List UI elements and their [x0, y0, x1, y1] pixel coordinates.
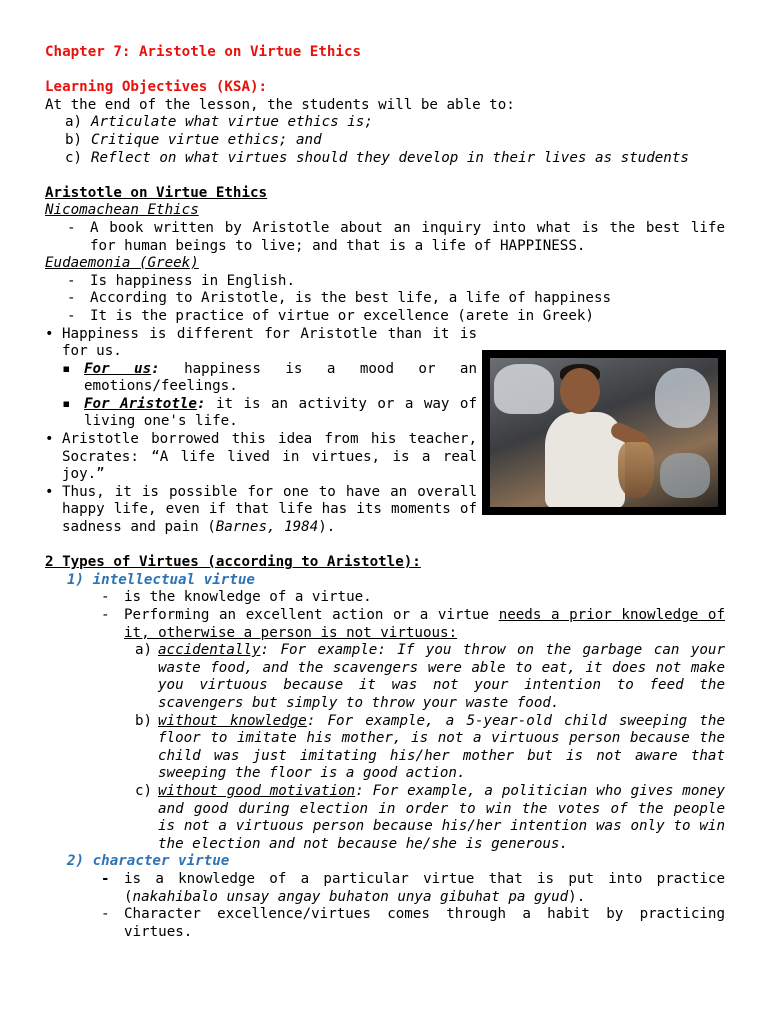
types-heading: 2 Types of Virtues (according to Aristotle):	[45, 554, 421, 571]
dash-item: - is a knowledge of a particular virtue that is put into practice (nakahibalo unsay angay buhaton unya gibuhat pa gyud).	[101, 870, 725, 905]
virtue-type-character: 2) character virtue	[67, 853, 230, 870]
section-heading: Aristotle on Virtue Ethics	[45, 184, 268, 201]
scavenger-photo	[482, 350, 726, 515]
objective-item: b) Critique virtue ethics; and	[65, 131, 322, 148]
objective-item: a) Articulate what virtue ethics is;	[65, 114, 373, 131]
dash-item: - Performing an excellent action or a virtue needs a prior knowledge of it, otherwise a person is not virtuous:	[101, 607, 725, 641]
dash-item: - According to Aristotle, is the best life, a life of happiness	[67, 290, 612, 307]
dash-item: - A book written by Aristotle about an inquiry into what is the best life for human beings to live; and that is a life of HAPPINESS.	[67, 219, 725, 254]
objective-item: c) Reflect on what virtues should they develop in their lives as students	[65, 149, 689, 166]
case-item: c) without good motivation: For example, a politician who gives money and good during election in order to win the votes of the people is not a virtuous person because his/her intention was only to win the election and not because he/she is generous.	[135, 782, 725, 852]
term-eudaemonia: Eudaemonia (Greek)	[45, 255, 199, 272]
bullet-column	[45, 326, 477, 537]
dash-item: - It is the practice of virtue or excellence (arete in Greek)	[67, 307, 594, 324]
chapter-title: Chapter 7: Aristotle on Virtue Ethics	[45, 44, 362, 60]
bullet-item: • Aristotle borrowed this idea from his teacher, Socrates: “A life lived in virtues, is a real joy.”	[45, 431, 477, 483]
sub-bullet-item: ▪ For Aristotle: it is an activity or a way of living one's life.	[62, 395, 477, 430]
term-nicomachean: Nicomachean Ethics	[45, 202, 199, 219]
dash-item: - is the knowledge of a virtue.	[101, 589, 372, 606]
objectives-heading: Learning Objectives (KSA):	[45, 79, 268, 96]
case-item: b) without knowledge: For example, a 5-year-old child sweeping the floor to imitate his mother, is not a virtuous person because the child was just imitating his/her mother but is not aware that sweeping the floor is a good action.	[135, 712, 725, 782]
sub-bullet-item: ▪ For us: happiness is a mood or an emotions/feelings.	[62, 360, 477, 395]
case-item: a) accidentally: For example: If you throw on the garbage can your waste food, and the scavengers were able to eat, it does not make you virtuous because it was not your intention to feed the scavengers but simply to throw your waste food.	[135, 642, 725, 711]
dash-item: - Is happiness in English.	[67, 272, 295, 289]
bullet-item: • Thus, it is possible for one to have an overall happy life, even if that life has its moments of sadness and pain (Barnes, 1984).	[45, 483, 477, 536]
objectives-intro: At the end of the lesson, the students will be able to:	[45, 96, 515, 113]
photo-scene	[490, 358, 718, 507]
dash-item: - Character excellence/virtues comes through a habit by practicing virtues.	[101, 906, 725, 940]
bullet-item: • Happiness is different for Aristotle than it is for us.	[45, 325, 477, 360]
virtue-type-intellectual: 1) intellectual virtue	[67, 571, 255, 588]
